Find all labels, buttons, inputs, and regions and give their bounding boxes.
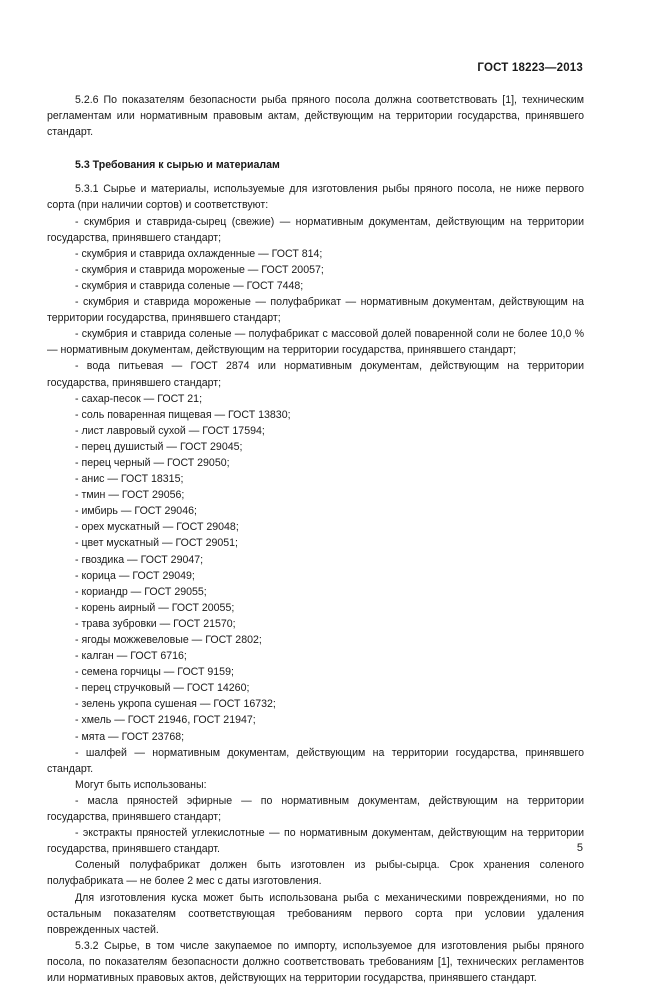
paragraph-5-3-1: 5.3.1 Сырье и материалы, используемые для изготовления рыбы пряного посола, не ниже первого сорта (при наличии сортов) и соответствуют: [47, 183, 584, 212]
list-item: - скумбрия и ставрида соленые — ГОСТ 7448; [75, 279, 304, 292]
materials-list [47, 214, 584, 777]
paragraph-semi-product: Соленый полуфабрикат должен быть изготовлен из рыбы-сырца. Срок хранения соленого полуфабриката — не более 2 мес с даты изготовления. [47, 859, 584, 888]
list-item: - скумбрия и ставрида охлажденные — ГОСТ 814; [75, 247, 323, 260]
list-item: - анис — ГОСТ 18315; [75, 473, 184, 486]
list-item: - корень аирный — ГОСТ 20055; [75, 601, 235, 614]
section-heading: 5.3 Требования к сырью и материалам [75, 159, 280, 172]
list-item: - орех мускатный — ГОСТ 29048; [75, 521, 239, 534]
document-body [47, 92, 584, 986]
list-item: - мята — ГОСТ 23768; [75, 730, 185, 743]
list-item: - лист лавровый сухой — ГОСТ 17594; [75, 424, 265, 437]
list-item: - сахар-песок — ГОСТ 21; [75, 392, 203, 405]
list-item: - гвоздика — ГОСТ 29047; [75, 553, 204, 566]
paragraph-5-3-2: 5.3.2 Сырье, в том числе закупаемое по импорту, используемое для изготовления рыбы пряного посола, по показателям безопасности должно соответствовать требованиям [1], технических регламентов или нормативных правовых актов, действующих на территории государства, принявшего стандарт. [47, 939, 584, 984]
list-item: - имбирь — ГОСТ 29046; [75, 505, 197, 518]
list-item: - цвет мускатный — ГОСТ 29051; [75, 537, 238, 550]
list-item: - семена горчицы — ГОСТ 9159; [75, 666, 234, 679]
list-item: - скумбрия и ставрида мороженые — полуфабрикат — нормативным документам, действующим на территории государства, принявшего стандарт; [47, 296, 584, 325]
list-item: - вода питьевая — ГОСТ 2874 или нормативным документам, действующим на территории государства, принявшего стандарт; [47, 360, 584, 389]
list-item: - перец стручковый — ГОСТ 14260; [75, 682, 250, 695]
list-item: - перец черный — ГОСТ 29050; [75, 456, 230, 469]
may-use-intro: Могут быть использованы: [75, 778, 207, 791]
list-item: - скумбрия и ставрида соленые — полуфабрикат с массовой долей поваренной соли не более 10,0 % — нормативным документам, действующим на территории государства, принявшего стандарт; [47, 328, 584, 357]
list-item: - перец душистый — ГОСТ 29045; [75, 440, 243, 453]
list-item: - экстракты пряностей углекислотные — по нормативным документам, действующим на территории государства, принявшего стандарт. [47, 827, 584, 856]
optional-materials-list [47, 793, 584, 857]
list-item: - зелень укропа сушеная — ГОСТ 16732; [75, 698, 276, 711]
list-item: - скумбрия и ставрида-сырец (свежие) — нормативным документам, действующим на территории государства, принявшего стандарт; [47, 215, 584, 244]
list-item: - шалфей — нормативным документам, действующим на территории государства, принявшего стандарт. [47, 746, 584, 775]
list-item: - скумбрия и ставрида мороженые — ГОСТ 20057; [75, 263, 324, 276]
list-item: - хмель — ГОСТ 21946, ГОСТ 21947; [75, 714, 256, 727]
list-item: - ягоды можжевеловые — ГОСТ 2802; [75, 634, 262, 646]
paragraph-piece: Для изготовления куска может быть использована рыба с механическими повреждениями, но по остальным показателям соответствующая требованиям первого сорта при условии удаления поврежденных частей. [47, 891, 584, 936]
list-item: - соль поваренная пищевая — ГОСТ 13830; [75, 408, 291, 421]
list-item: - кориандр — ГОСТ 29055; [75, 585, 207, 598]
paragraph-5-2-6: 5.2.6 По показателям безопасности рыба пряного посола должна соответствовать [1], техническим регламентам или нормативным правовым актам, действующим на территории государства, принявшего стандарт. [47, 94, 584, 139]
list-item: - корица — ГОСТ 29049; [75, 569, 195, 582]
list-item: - калган — ГОСТ 6716; [75, 650, 187, 663]
list-item: - трава зубровки — ГОСТ 21570; [75, 617, 236, 630]
list-item: - тмин — ГОСТ 29056; [75, 489, 185, 502]
list-item: - масла пряностей эфирные — по нормативным документам, действующим на территории государства, принявшего стандарт; [47, 794, 584, 824]
page-number: 5 [576, 842, 583, 854]
document-header: ГОСТ 18223—2013 [477, 62, 583, 74]
